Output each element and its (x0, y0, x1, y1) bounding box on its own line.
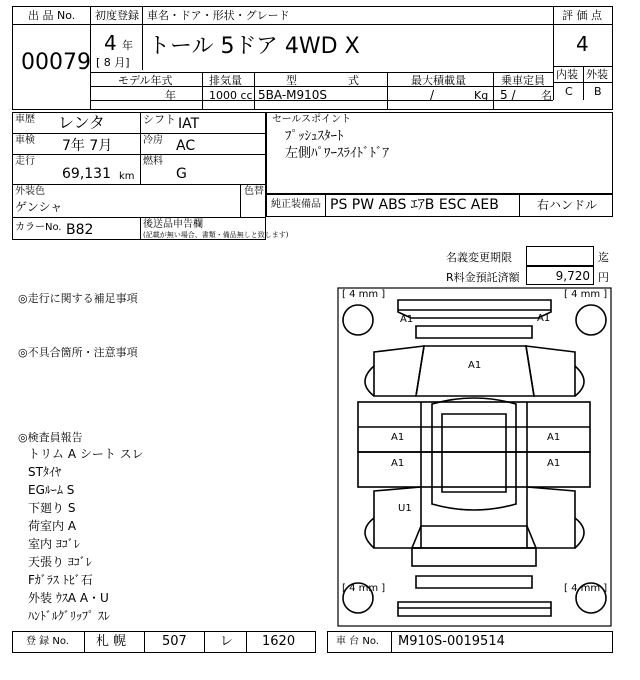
spec-displacement: 1000 cc (209, 89, 253, 102)
spec-type: 5BA-M910S (258, 88, 328, 102)
first-reg-year: 4 (104, 31, 117, 55)
tire-depth-rear-left: [ 4 mm ] (342, 583, 386, 594)
interior-label: 内装 (556, 68, 578, 81)
damage-mark: A1 (547, 458, 561, 469)
model-name-label: 車名・ドア・形状・グレード (147, 9, 290, 22)
ac-value: AC (176, 138, 196, 154)
tire-depth-front-right: [ 4 mm ] (564, 289, 608, 300)
color-no-label: カラーNo. (15, 222, 62, 233)
shift-label: シフト (143, 113, 176, 126)
registration-label: 登 録 No. (26, 636, 69, 647)
history-value: レンタ (58, 113, 105, 132)
inspector-item: EGﾙｰﾑ S (28, 483, 75, 497)
chassis-label: 車 台 No. (336, 636, 379, 647)
selling-point-2: 左側ﾊﾟﾜｰｽﾗｲﾄﾞﾄﾞｱ (285, 146, 390, 161)
tire-depth-front-left: [ 4 mm ] (342, 289, 386, 300)
inspector-item: 室内 ﾖｺﾞﾚ (28, 537, 80, 551)
mileage-value: 69,131 (62, 166, 111, 182)
shift-value: IAT (178, 116, 200, 132)
mileage-label: 走行 (15, 156, 35, 167)
ac-label: 冷房 (143, 135, 163, 146)
recycle-amount: 9,720 (555, 269, 590, 283)
year-unit: 年 (122, 39, 133, 52)
recycle-label: R料金預託済額 (446, 271, 520, 284)
inspector-item: ﾊﾝﾄﾞﾙｸﾞﾘｯﾌﾟ ｽﾚ (28, 609, 110, 623)
name-change-label: 名義変更期限 (446, 251, 512, 264)
inspector-item: 下廻り S (28, 501, 76, 515)
exterior-label: 外装 (586, 68, 608, 81)
docs-note: (記載が無い場合、書類・備品無しと致します) (143, 231, 289, 239)
mileage-unit: km (119, 171, 135, 182)
car-diagram-svg (336, 286, 613, 628)
damage-mark: A1 (468, 360, 482, 371)
steering-value: 右ハンドル (537, 198, 598, 212)
recycle-unit: 円 (598, 271, 609, 284)
damage-mark: A1 (547, 432, 561, 443)
exterior-grade: B (594, 85, 602, 98)
inspector-item: 外装 ｳｽA A・U (28, 591, 109, 605)
damage-mark: A1 (537, 313, 551, 324)
spec-model-year-label: モデル年式 (118, 74, 173, 87)
damage-mark: A1 (400, 314, 414, 325)
model-name: トール 5ドア 4WD X (148, 34, 360, 59)
spec-max-load-label: 最大積載量 (411, 74, 466, 87)
selling-points-label: セールスポイント (272, 114, 352, 125)
spec-model-year: 年 (165, 89, 176, 102)
first-reg-month: [ 8 月] (96, 56, 130, 69)
registration-city: 札 幌 (96, 634, 127, 649)
damage-mark: U1 (398, 503, 412, 514)
car-diagram (336, 286, 613, 628)
defects-heading: ◎不具合箇所・注意事項 (18, 346, 138, 359)
inspection-label: 車検 (15, 135, 35, 146)
spec-type-label-2: 式 (348, 74, 359, 87)
spec-displacement-label: 排気量 (209, 74, 242, 87)
spec-capacity: 5 / (500, 88, 516, 102)
spec-capacity-unit: 名 (541, 89, 552, 102)
interior-grade: C (565, 85, 573, 98)
fuel-value: G (176, 166, 187, 182)
spec-max-load-slash: / (430, 88, 435, 102)
score-value: 4 (576, 32, 589, 56)
first-reg-label: 初度登録 (95, 9, 139, 22)
damage-mark: A1 (391, 458, 405, 469)
chassis-number: M910S-0019514 (398, 634, 505, 649)
spec-max-load-unit: Kg (474, 89, 489, 102)
inspector-item: 天張り ﾖｺﾞﾚ (28, 555, 92, 569)
lot-label: 出 品 No. (28, 9, 76, 22)
inspector-heading: ◎検査員報告 (18, 431, 83, 444)
fuel-label: 燃料 (143, 156, 163, 167)
color-label: 外装色 (15, 186, 45, 197)
details-left-frame (12, 112, 266, 240)
color-value: ゲンシャ (15, 200, 63, 214)
equipment-label: 純正装備品 (271, 199, 321, 210)
registration-kana: レ (220, 634, 234, 649)
driving-notes-heading: ◎走行に関する補足事項 (18, 292, 138, 305)
damage-mark: A1 (391, 432, 405, 443)
docs-label: 後送品申告欄 (143, 219, 203, 230)
name-change-box (526, 246, 594, 266)
registration-class: 507 (162, 634, 187, 649)
spec-capacity-label: 乗車定員 (501, 74, 545, 87)
inspector-item: トリム A シート スレ (28, 447, 144, 461)
tire-depth-rear-right: [ 4 mm ] (564, 583, 608, 594)
score-label: 評 価 点 (562, 9, 602, 22)
spec-type-label: 型 (286, 74, 297, 87)
name-change-unit: 迄 (598, 251, 609, 264)
inspector-item: Fｶﾞﾗｽ ﾄﾋﾞ石 (28, 573, 93, 587)
color-no-value: B82 (66, 222, 94, 238)
inspector-item: 荷室内 A (28, 519, 77, 533)
registration-number: 1620 (262, 634, 296, 649)
inspection-value: 7年 7月 (62, 138, 113, 154)
inspector-item: STﾀｲﾔ (28, 465, 61, 479)
selling-point-1: ﾌﾟｯｼｭｽﾀｰﾄ (285, 129, 344, 144)
equipment-value: PS PW ABS ｴｱB ESC AEB (330, 197, 499, 213)
lot-number: 00079 (21, 50, 91, 75)
color-change-label: 色替 (244, 186, 264, 197)
history-label: 車歴 (15, 114, 35, 125)
